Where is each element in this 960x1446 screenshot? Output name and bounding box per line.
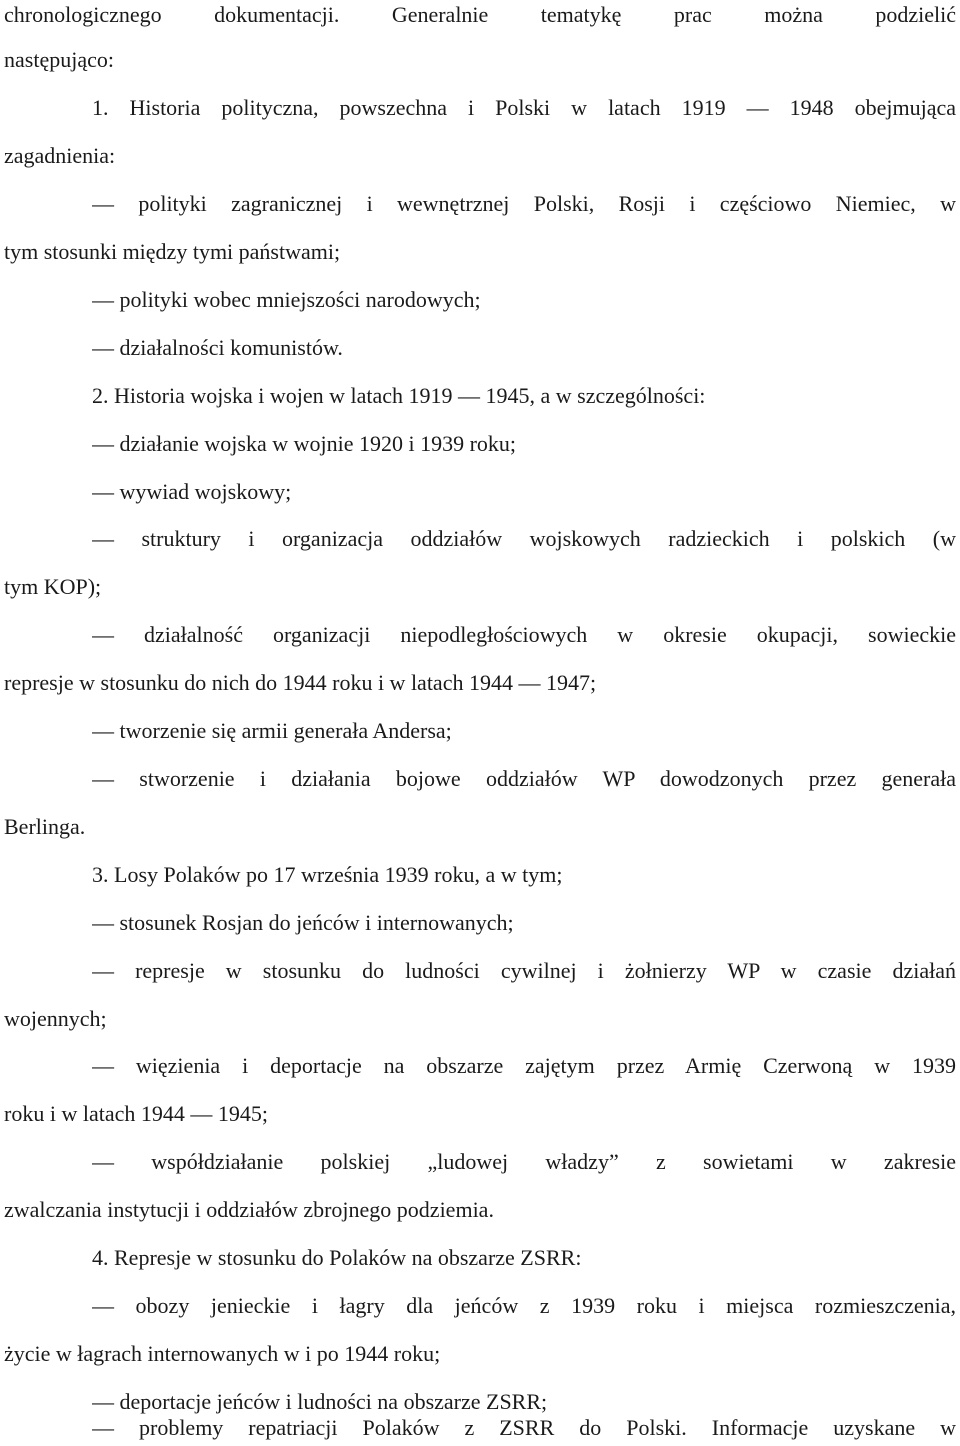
text-line: Berlinga.: [4, 814, 86, 839]
bullet-item: — struktury i organizacja oddziałów wojskowych radzieckich i polskich (w: [92, 526, 956, 551]
bullet-item: — stworzenie i działania bojowe oddziałów WP dowodzonych przez generała: [92, 766, 956, 791]
text-line: zagadnienia:: [4, 143, 116, 168]
text-line: wojennych;: [4, 1006, 107, 1031]
text-line: tym stosunki między tymi państwami;: [4, 239, 341, 264]
bullet-item: — działalność organizacji niepodległościowych w okresie okupacji, sowieckie: [92, 622, 956, 647]
bullet-item: — działanie wojska w wojnie 1920 i 1939 roku;: [92, 431, 517, 456]
text-line: chronologicznego dokumentacji. Generalnie tematykę prac można podzielić: [4, 2, 956, 27]
text-line: roku i w latach 1944 — 1945;: [4, 1101, 268, 1126]
bullet-item: — współdziałanie polskiej „ludowej władzy” z sowietami w zakresie: [92, 1149, 956, 1174]
text-line: tym KOP);: [4, 574, 102, 599]
bullet-item: — działalności komunistów.: [92, 335, 343, 360]
text-line: życie w łagrach internowanych w i po 1944 roku;: [4, 1341, 441, 1366]
text-line: represje w stosunku do nich do 1944 roku i w latach 1944 — 1947;: [4, 670, 597, 695]
bullet-item: — wywiad wojskowy;: [92, 479, 292, 504]
list-heading-1: 1. Historia polityczna, powszechna i Polski w latach 1919 — 1948 obejmująca: [92, 95, 956, 120]
bullet-item: — stosunek Rosjan do jeńców i internowanych;: [92, 910, 514, 935]
bullet-item: — problemy repatriacji Polaków z ZSRR do Polski. Informacje uzyskane w: [92, 1415, 956, 1440]
bullet-item: — represje w stosunku do ludności cywilnej i żołnierzy WP w czasie działań: [92, 958, 956, 983]
bullet-item: — polityki zagranicznej i wewnętrznej Polski, Rosji i częściowo Niemiec, w: [92, 191, 956, 216]
bullet-item: — polityki wobec mniejszości narodowych;: [92, 287, 481, 312]
list-heading-2: 2. Historia wojska i wojen w latach 1919 — 1945, a w szczególności:: [92, 383, 706, 408]
text-line: następująco:: [4, 47, 114, 72]
bullet-item: — tworzenie się armii generała Andersa;: [92, 718, 452, 743]
bullet-item: — obozy jenieckie i łagry dla jeńców z 1939 roku i miejsca rozmieszczenia,: [92, 1293, 956, 1318]
bullet-item: — więzienia i deportacje na obszarze zajętym przez Armię Czerwoną w 1939: [92, 1053, 956, 1078]
bullet-item: — deportacje jeńców i ludności na obszarze ZSRR;: [92, 1389, 548, 1414]
list-heading-4: 4. Represje w stosunku do Polaków na obszarze ZSRR:: [92, 1245, 582, 1270]
list-heading-3: 3. Losy Polaków po 17 września 1939 roku, a w tym;: [92, 862, 563, 887]
text-line: zwalczania instytucji i oddziałów zbrojnego podziemia.: [4, 1197, 494, 1222]
